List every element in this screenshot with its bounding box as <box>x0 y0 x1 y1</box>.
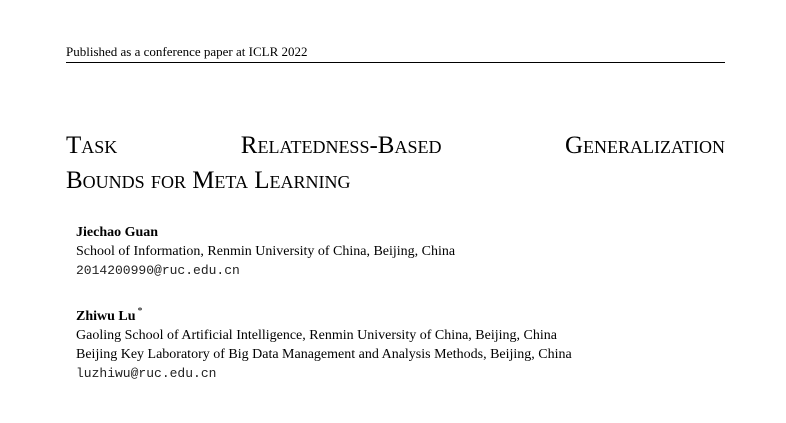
paper-title <box>66 128 725 198</box>
footnote-mark: * <box>137 306 143 318</box>
author-block <box>76 223 455 280</box>
title-line-2: Bounds for Meta Learning <box>66 167 351 194</box>
title-word: Task <box>66 132 118 159</box>
running-header: Published as a conference paper at ICLR 2022 <box>66 44 308 59</box>
author-affiliation: Beijing Key Laboratory of Big Data Management and Analysis Methods, Beijing, China <box>76 347 572 362</box>
author-affiliation: School of Information, Renmin University of China, Beijing, China <box>76 244 456 259</box>
author-name: Zhiwu Lu <box>76 309 136 324</box>
author-affiliation: Gaoling School of Artificial Intelligence, Renmin University of China, Beijing, China <box>76 328 557 343</box>
title-word: Relatedness-Based <box>240 132 442 159</box>
author-name: Jiechao Guan <box>76 225 159 240</box>
author-block <box>76 307 572 383</box>
author-email: 2014200990@ruc.edu.cn <box>76 263 240 278</box>
header-rule <box>66 62 725 63</box>
author-email: luzhiwu@ruc.edu.cn <box>76 366 217 381</box>
title-line-1 <box>66 128 725 163</box>
title-word: Generalization <box>564 132 725 159</box>
author-name-row <box>76 307 572 326</box>
